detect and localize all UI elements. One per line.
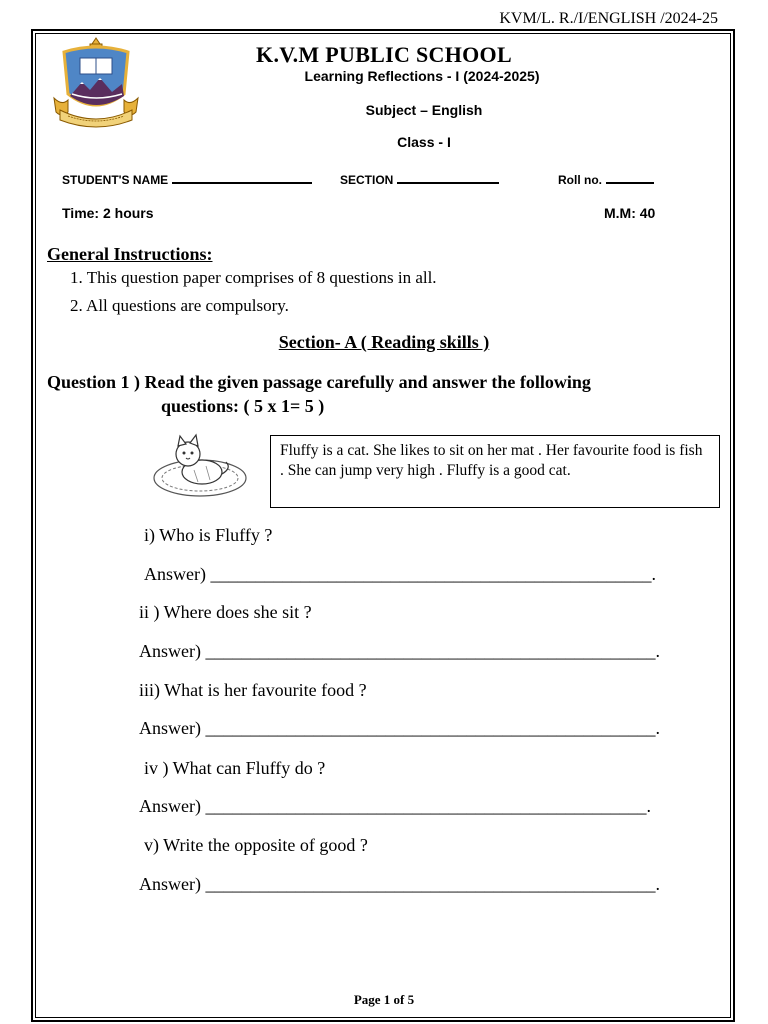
roll-number-blank — [606, 170, 654, 184]
exam-time: Time: 2 hours — [62, 205, 154, 221]
instruction-item: 2. All questions are compulsory. — [70, 296, 289, 315]
class-line: Class - I — [397, 134, 451, 150]
section-a-title: Section- A ( Reading skills ) — [278, 332, 490, 352]
roll-number-field — [558, 170, 654, 187]
general-instructions-title: General Instructions: — [47, 244, 213, 264]
answer-line: Answer) _________________________________________________. — [139, 796, 651, 816]
question-text: v) Write the opposite of good ? — [144, 835, 368, 855]
question-1-title-continued: questions: ( 5 x 1= 5 ) — [161, 396, 325, 416]
question-text: i) Who is Fluffy ? — [144, 525, 273, 545]
student-name-field — [62, 170, 312, 187]
subject-line: Subject – English — [365, 102, 483, 118]
section-field — [340, 170, 499, 187]
answer-line: Answer) __________________________________________________. — [139, 718, 660, 738]
page-number: Page 1 of 5 — [353, 992, 415, 1007]
student-name-blank — [172, 170, 312, 184]
exam-title: Learning Reflections - I (2024-2025) — [304, 68, 540, 84]
answer-line: Answer) __________________________________________________. — [139, 641, 660, 661]
roll-number-label: Roll no. — [558, 173, 602, 187]
answer-line: Answer) __________________________________________________. — [139, 874, 660, 894]
section-blank — [397, 170, 499, 184]
question-text: ii ) Where does she sit ? — [139, 602, 312, 622]
student-name-label: STUDENT'S NAME — [62, 173, 169, 187]
school-name: K.V.M PUBLIC SCHOOL — [256, 42, 512, 67]
question-text: iv ) What can Fluffy do ? — [144, 758, 326, 778]
section-label: SECTION — [340, 173, 394, 187]
cat-on-mat-illustration — [150, 432, 250, 502]
question-text: iii) What is her favourite food ? — [139, 680, 367, 700]
reading-passage: Fluffy is a cat. She likes to sit on her mat . Her favourite food is fish . She can jump very high . Fluffy is a good cat. — [270, 435, 720, 508]
document-code: KVM/L. R./I/ENGLISH /2024-25 — [499, 10, 718, 27]
max-marks: M.M: 40 — [604, 205, 656, 221]
question-1-title: Question 1 ) Read the given passage carefully and answer the following — [47, 372, 591, 392]
answer-line: Answer) _________________________________________________. — [144, 564, 656, 584]
instruction-item: 1. This question paper comprises of 8 questions in all. — [70, 268, 437, 287]
